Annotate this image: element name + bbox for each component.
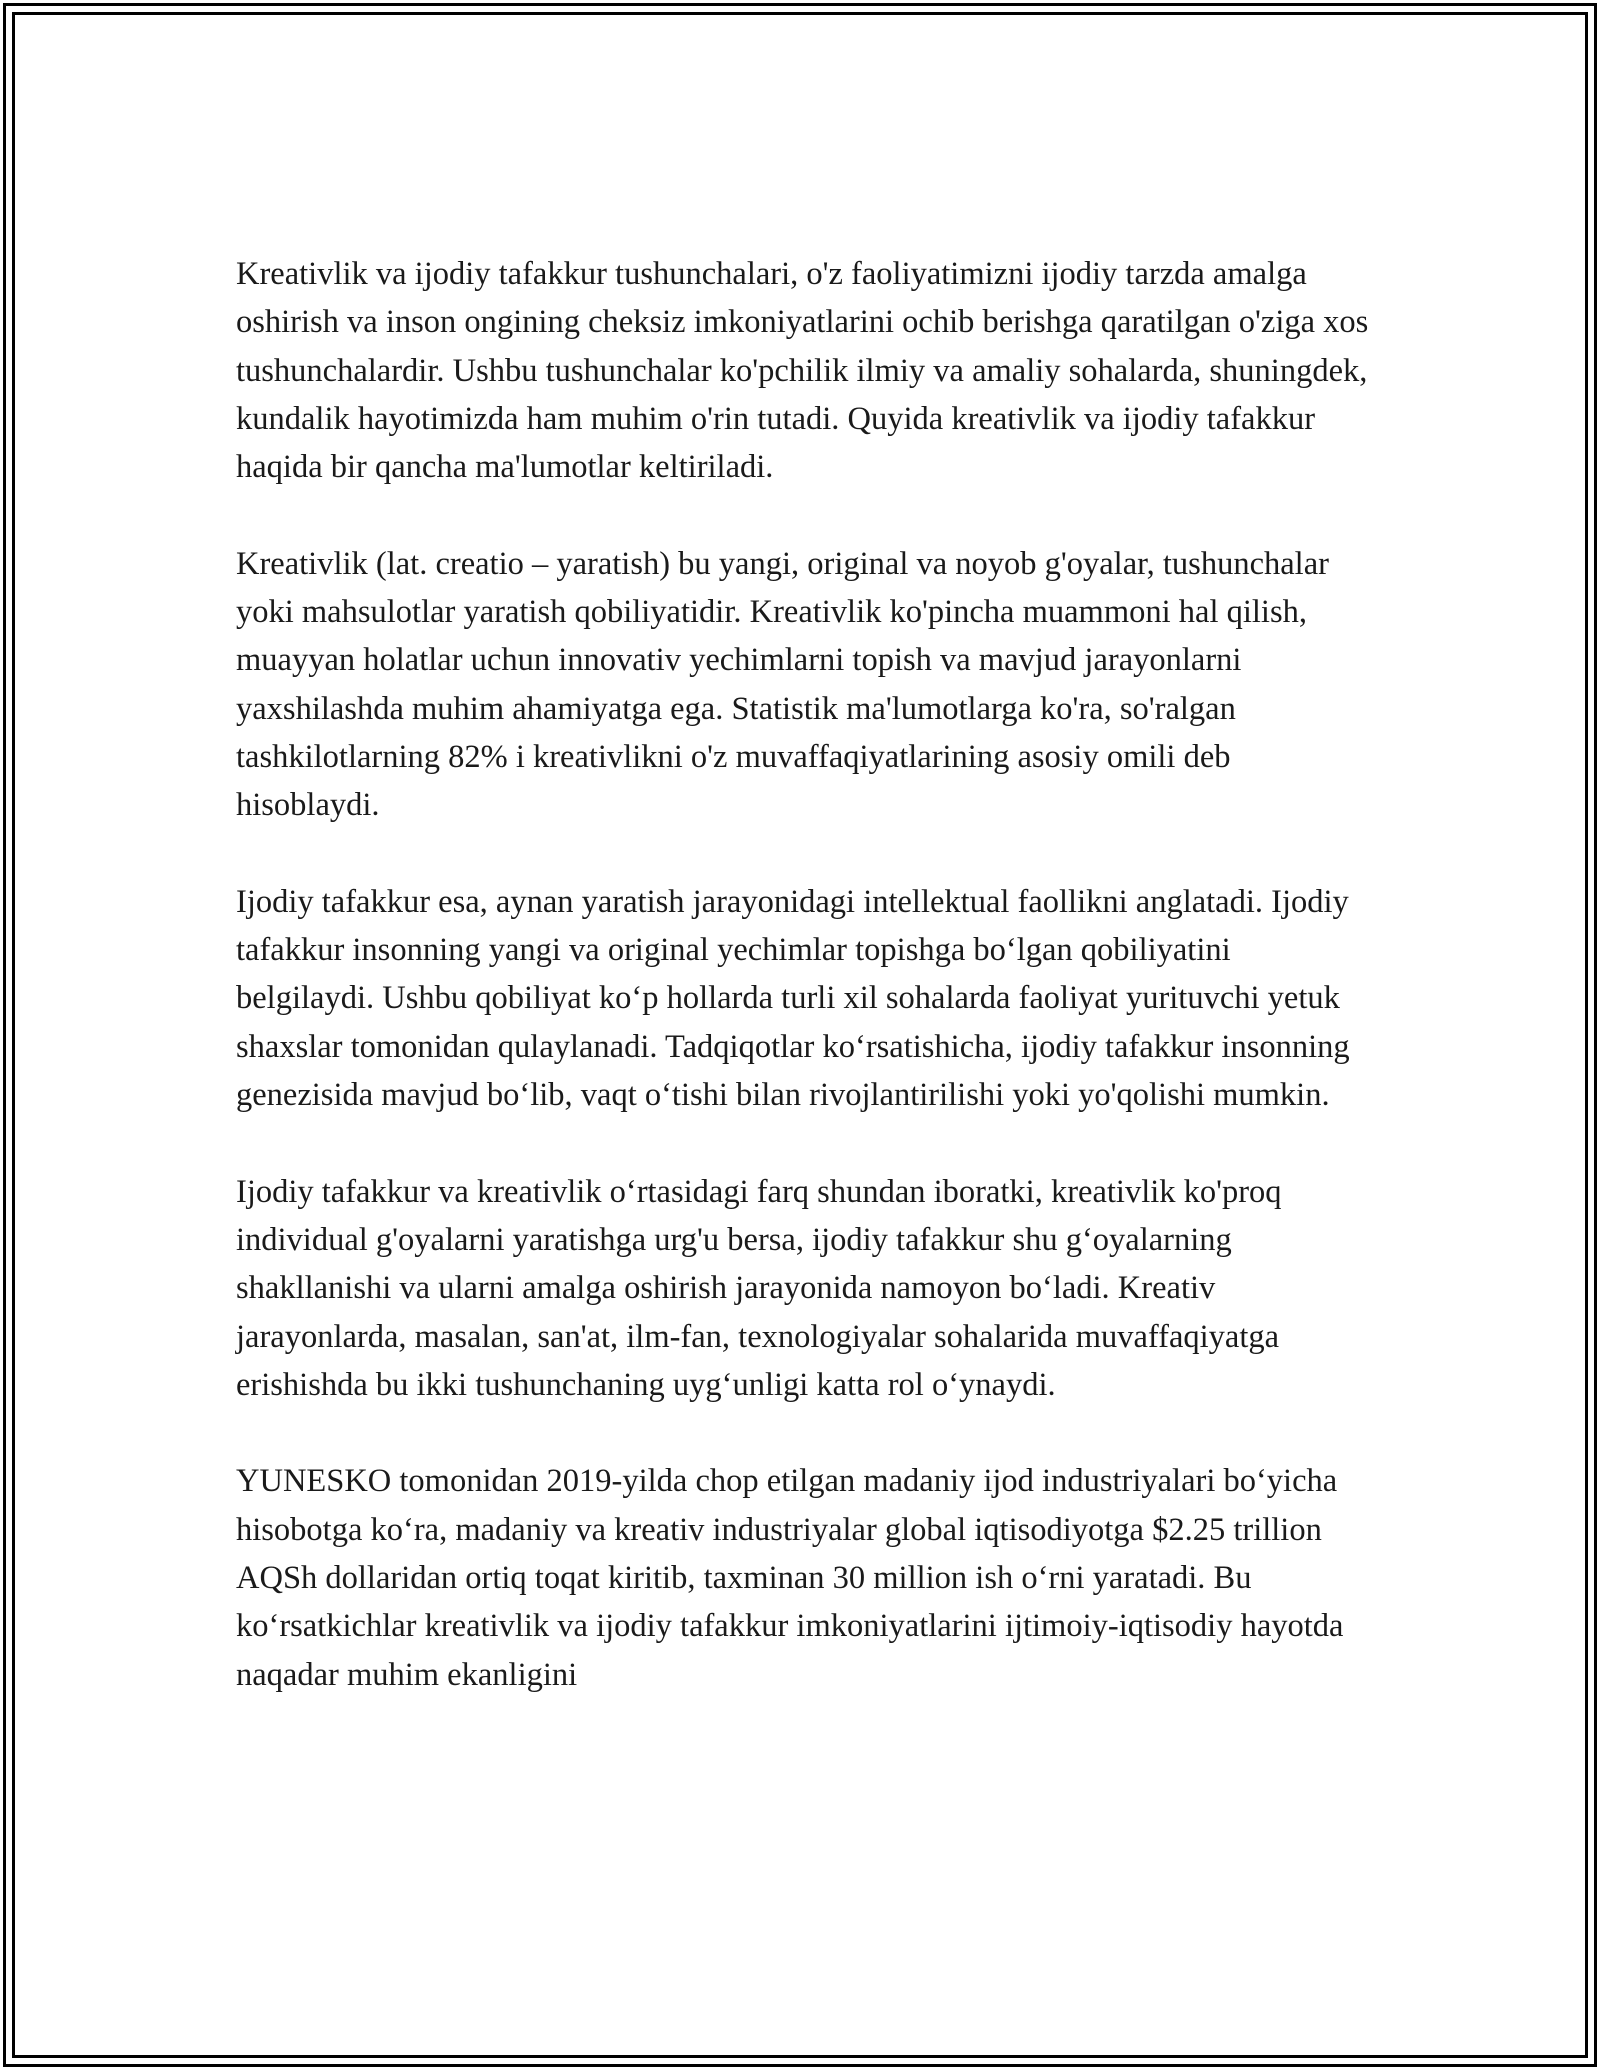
paragraph-unesco-report: YUNESKO tomonidan 2019-yilda chop etilgan madaniy ijod industriyalari bo‘yicha hisobotga ko‘ra, madaniy va kreativ industriyalar global iqtisodiyotga $2.25 trillion AQSh dollaridan ortiq toqat kiritib, taxminan 30 million ish o‘rni yaratadi. Bu ko‘rsatkichlar kreativlik va ijodiy tafakkur imkoniyatlarini ijtimoiy-iqtisodiy hayotda naqadar muhim ekanligini [236,1463,1344,1693]
paragraph-difference: Ijodiy tafakkur va kreativlik o‘rtasidagi farq shundan iboratki, kreativlik ko'proq individual g'oyalarni yaratishga urg'u bersa, ijodiy tafakkur shu g‘oyalarning shakllanishi va ularni amalga oshirish jarayonida namoyon bo‘ladi. Kreativ jarayonlarda, masalan, san'at, ilm-fan, texnologiyalar sohalarida muvaffaqiyatga erishishda bu ikki tushunchaning uyg‘unligi katta rol o‘ynaydi. [236,1173,1282,1403]
paragraph-intro: Kreativlik va ijodiy tafakkur tushunchalari, o'z faoliyatimizni ijodiy tarzda amalga oshirish va inson ongining cheksiz imkoniyatlarini ochib berishga qaratilgan o'ziga xos tushunchalardir. Ushbu tushunchalar ko'pchilik ilmiy va amaliy sohalarda, shuningdek, kundalik hayotimizda ham muhim o'rin tutadi. Quyida kreativlik va ijodiy tafakkur haqida bir qancha ma'lumotlar keltiriladi. [236,256,1369,486]
document-body [236,250,1376,1747]
paragraph-creativity-definition: Kreativlik (lat. creatio – yaratish) bu yangi, original va noyob g'oyalar, tushunchalar yoki mahsulotlar yaratish qobiliyatidir. Kreativlik ko'pincha muammoni hal qilish, muayyan holatlar uchun innovativ yechimlarni topish va mavjud jarayonlarni yaxshilashda muhim ahamiyatga ega. Statistik ma'lumotlarga ko'ra, so'ralgan tashkilotlarning 82% i kreativlikni o'z muvaffaqiyatlarining asosiy omili deb hisoblaydi. [236,545,1329,824]
paragraph-creative-thinking: Ijodiy tafakkur esa, aynan yaratish jarayonidagi intellektual faollikni anglatadi. Ijodiy tafakkur insonning yangi va original yechimlar topishga bo‘lgan qobiliyatini belgilaydi. Ushbu qobiliyat ko‘p hollarda turli xil sohalarda faoliyat yurituvchi yetuk shaxslar tomonidan qulaylanadi. Tadqiqotlar ko‘rsatishicha, ijodiy tafakkur insonning genezisida mavjud bo‘lib, vaqt o‘tishi bilan rivojlantirilishi yoki yo'qolishi mumkin. [236,883,1350,1114]
